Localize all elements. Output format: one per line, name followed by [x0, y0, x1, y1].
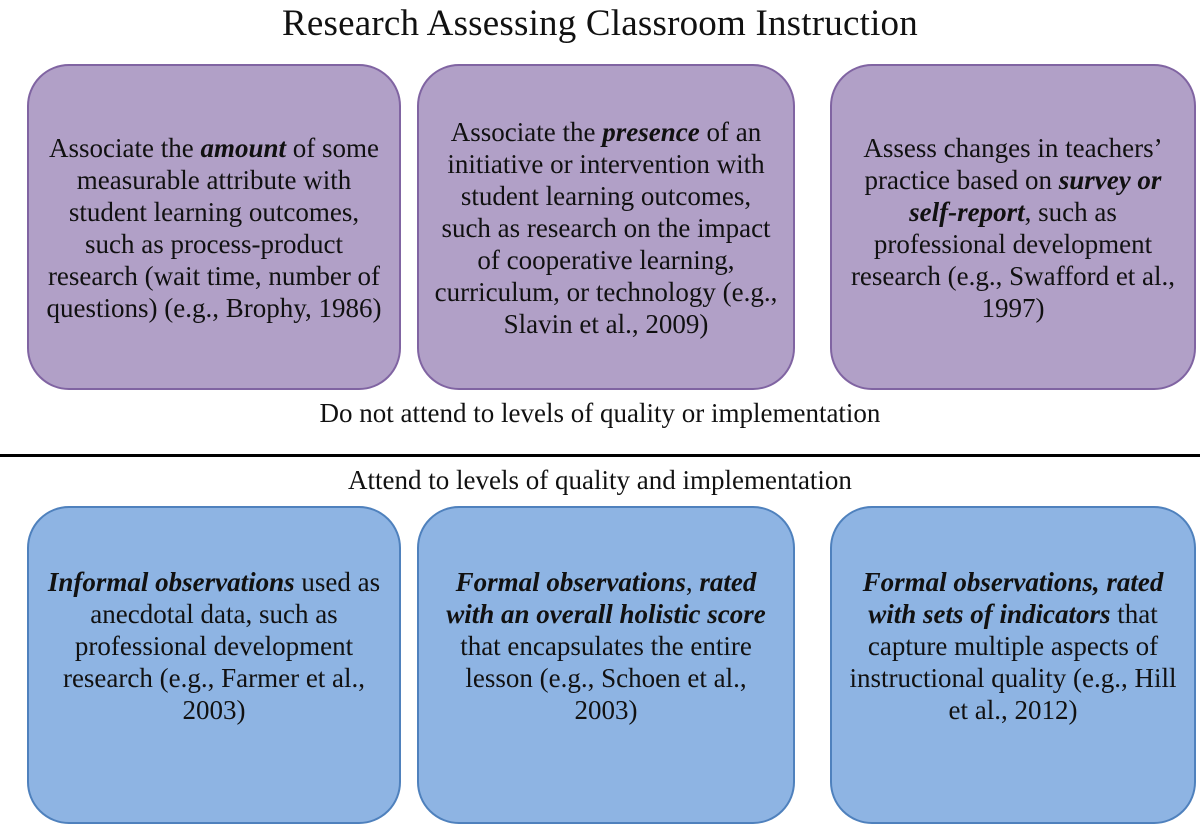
holistic-text-mid: , — [685, 567, 700, 597]
holistic-score-box — [417, 506, 795, 824]
amount-attribute-text — [43, 132, 385, 324]
holistic-score-text — [433, 566, 779, 726]
indicator-text-post: that capture multiple aspects of instructional quality (e.g., Hill et al., 2012) — [849, 599, 1177, 725]
diagram-title: Research Assessing Classroom Instruction — [282, 3, 918, 44]
presence-initiative-box — [417, 64, 795, 390]
holistic-text-emphasis: Formal observations — [455, 567, 686, 597]
indicator-text-emphasis: Formal observations, rated with sets of indicators — [862, 567, 1164, 629]
bottom-row-caption: Attend to levels of quality and implementation — [348, 465, 852, 495]
self-report-text-emphasis: survey or self-report — [909, 165, 1162, 227]
amount-text-pre: Associate the — [49, 133, 201, 163]
holistic-text-post: that encapsulates the entire lesson (e.g., Schoen et al., 2003) — [460, 631, 752, 725]
amount-text-emphasis: amount — [200, 133, 286, 163]
informal-observations-text — [43, 566, 385, 726]
informal-text-emphasis: Informal observations — [47, 567, 295, 597]
presence-text-emphasis: presence — [602, 117, 700, 147]
amount-attribute-box — [27, 64, 401, 390]
presence-text-post: of an initiative or intervention with student learning outcomes, such as research on the impact of cooperative learning, curriculum, or technology (e.g., Slavin et al., 2009) — [434, 117, 778, 339]
self-report-text-post: , such as professional development research (e.g., Swafford et al., 1997) — [850, 197, 1176, 323]
self-report-box — [830, 64, 1196, 390]
self-report-text — [846, 132, 1180, 324]
presence-initiative-text — [433, 116, 779, 340]
informal-text-post: used as anecdotal data, such as professional development research (e.g., Farmer et al., 2003) — [62, 567, 381, 725]
amount-text-post: of some measurable attribute with student learning outcomes, such as process-product research (wait time, number of questions) (e.g., Brophy, 1986) — [46, 133, 382, 323]
top-row-caption: Do not attend to levels of quality or implementation — [319, 398, 881, 428]
informal-observations-box — [27, 506, 401, 824]
section-divider — [0, 454, 1200, 457]
self-report-text-pre: Assess changes in teachers’ practice based on — [863, 133, 1163, 195]
indicator-sets-text — [846, 566, 1180, 726]
presence-text-pre: Associate the — [450, 117, 603, 147]
holistic-text-emphasis-2: rated with an overall holistic score — [446, 567, 766, 629]
indicator-sets-box — [830, 506, 1196, 824]
